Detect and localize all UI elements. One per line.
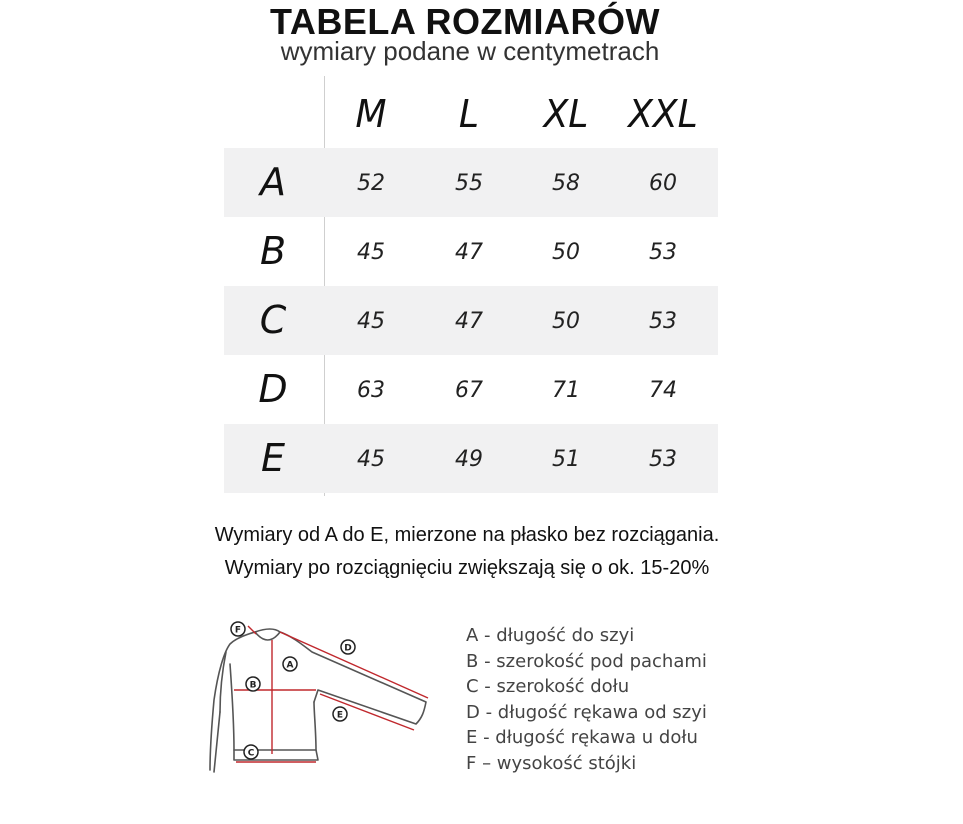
table-row-e [224,424,718,493]
table-cell: 53 [649,447,677,472]
page-title: TABELA ROZMIARÓW [270,1,660,42]
stretch-note: Wymiary po rozciągnięciu zwiększają się o ok. 15-20% [224,557,710,579]
marker-e-label: E [336,710,344,721]
table-cell: 50 [552,309,580,334]
table-cell: 47 [455,240,483,265]
table-cell: 67 [455,378,483,403]
marker-a-label: A [286,660,294,671]
garment-diagram [200,612,440,782]
page-subtitle: wymiary podane w centymetrach [280,36,660,66]
table-cell: 53 [649,240,677,265]
marker-f-label: F [234,625,242,636]
table-cell: 55 [455,171,483,196]
table-cell: 51 [552,447,580,472]
table-cell: 53 [649,309,677,334]
table-cell: 60 [649,171,677,196]
table-row-b [224,217,718,286]
table-cell: 45 [357,309,385,334]
legend-item-a: A - długość do szyi [466,625,635,646]
row-label: D [258,367,288,411]
column-header-l: L [458,92,480,136]
measurement-note: Wymiary od A do E, mierzone na płasko bez rozciągania. [214,524,720,546]
legend-item-d: D - długość rękawa od szyi [466,701,707,723]
marker-d-label: D [344,643,352,654]
table-row-c [224,286,718,355]
sweatshirt-outline-icon [210,629,426,772]
table-row-a [224,148,718,217]
column-header-m: M [355,92,387,136]
table-cell: 58 [552,171,580,196]
column-header-xxl: XXL [628,92,698,136]
table-header-row [224,76,718,148]
table-cell: 45 [357,240,385,265]
table-cell: 45 [357,447,385,472]
marker-b-label: B [249,680,257,691]
table-cell: 63 [357,378,385,403]
marker-c-label: C [247,748,255,759]
size-table [224,76,718,493]
row-label: A [260,160,286,204]
measurement-legend [466,623,707,776]
legend-item-b: B - szerokość pod pachami [466,650,707,672]
table-cell: 49 [455,447,483,472]
legend-item-f: F – wysokość stójki [466,752,637,774]
table-cell: 71 [552,378,580,403]
row-label: E [260,436,285,480]
row-label: B [259,229,287,273]
table-cell: 74 [649,378,677,403]
table-cell: 50 [552,240,580,265]
table-cell: 52 [357,171,385,196]
row-label: C [259,298,287,342]
legend-item-e: E - długość rękawa u dołu [466,727,698,748]
table-cell: 47 [455,309,483,334]
table-row-d [224,355,718,424]
legend-item-c: C - szerokość dołu [466,676,630,697]
column-header-xl: XL [543,92,589,136]
